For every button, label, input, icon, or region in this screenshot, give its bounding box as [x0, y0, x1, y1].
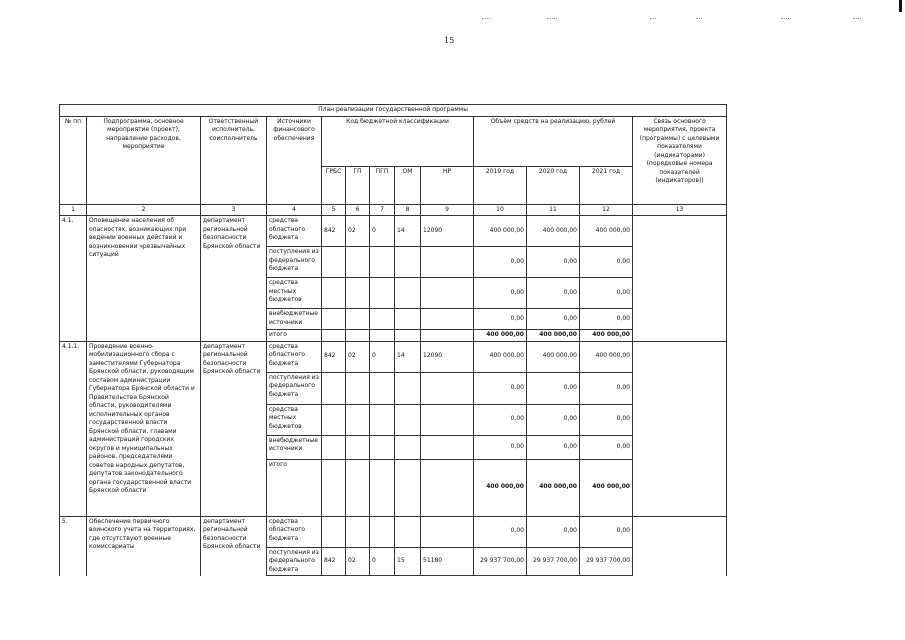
header-2019: 2019 год	[474, 166, 527, 204]
source-label: средства областного бюджета	[267, 216, 322, 247]
indicator-link	[633, 216, 727, 342]
source-label: внебюджетные источники	[267, 435, 322, 459]
col-number: 3	[201, 204, 267, 216]
col-number: 11	[527, 204, 580, 216]
value-2020: 0,00	[527, 247, 580, 278]
source-label: итого	[267, 330, 322, 342]
value-2019: 0,00	[474, 247, 527, 278]
col-number: 4	[267, 204, 322, 216]
col-number: 2	[87, 204, 201, 216]
row-name: Оповещение населения об опасностях, возникающих при ведении военных действий и возникновении чрезвычайных ситуаций	[87, 216, 201, 342]
row-executor: департамент региональной безопасности Брянской области	[201, 516, 267, 576]
col-number: 12	[580, 204, 633, 216]
header-link: Связь основного мероприятия, проекта (программы) с целевыми показателями (индикаторами) (порядковые номера показателей (индикаторов))	[633, 116, 727, 204]
value-2021: 0,00	[580, 372, 633, 404]
code-pgp: 0	[370, 547, 395, 576]
header-pgp: ПГП	[370, 166, 395, 204]
value-2019: 0,00	[474, 372, 527, 404]
header-sources: Источники финансового обеспечения	[267, 116, 322, 204]
row-name: Проведение военно-мобилизационного сбора с заместителями Губернатора Брянской области, руководящим составом администрации Губернатора Брянской области и Правительства Брянской области, руководителями исполнительных органов государственной власти Брянской области, главами администраций городских округов и муниципальных районов, председателями советов народных депутатов, депутатов законодательного органа государственной власти Брянской области	[87, 341, 201, 516]
source-label: внебюджетные источники	[267, 309, 322, 330]
code-np: 12090	[421, 216, 474, 247]
code-gp: 02	[346, 216, 370, 247]
source-label: поступления из федерального бюджета	[267, 372, 322, 404]
scan-dots	[482, 18, 490, 20]
code-om: 14	[395, 341, 421, 372]
indicator-link	[633, 516, 727, 576]
value-2021: 0,00	[580, 404, 633, 435]
row-name: Обеспечение первичного воинского учета на территориях, где отсутствуют военные комиссариаты	[87, 516, 201, 576]
value-2019: 0,00	[474, 516, 527, 547]
col-number: 6	[346, 204, 370, 216]
value-2021: 29 937 700,00	[580, 547, 633, 576]
source-label: итого	[267, 459, 322, 516]
col-number: 9	[421, 204, 474, 216]
row-executor: департамент региональной безопасности Брянской области	[201, 216, 267, 342]
code-grbs: 842	[322, 341, 346, 372]
value-2019: 0,00	[474, 435, 527, 459]
scan-dots	[650, 18, 656, 20]
col-number: 8	[395, 204, 421, 216]
scan-dots	[853, 18, 861, 20]
source-label: средства местных бюджетов	[267, 404, 322, 435]
code-pgp: 0	[370, 341, 395, 372]
value-2019: 29 937 700,00	[474, 547, 527, 576]
header-executor: Ответственный исполнитель, соисполнитель	[201, 116, 267, 204]
value-2019: 400 000,00	[474, 216, 527, 247]
value-2019: 0,00	[474, 278, 527, 309]
scan-dots	[781, 18, 791, 20]
value-2021: 0,00	[580, 516, 633, 547]
code-gp: 02	[346, 547, 370, 576]
value-2020: 0,00	[527, 309, 580, 330]
code-grbs: 842	[322, 547, 346, 576]
value-2020: 400 000,00	[527, 216, 580, 247]
table-caption: План реализации государственной программы	[60, 105, 727, 117]
value-2020: 0,00	[527, 435, 580, 459]
header-np: НР	[421, 166, 474, 204]
value-2020: 0,00	[527, 278, 580, 309]
scan-dots	[696, 18, 702, 20]
col-number: 5	[322, 204, 346, 216]
header-subprogram: Подпрограмма, основное мероприятие (проект), направление расходов, мероприятие	[87, 116, 201, 204]
code-grbs: 842	[322, 216, 346, 247]
col-number: 10	[474, 204, 527, 216]
row-executor: департамент региональной безопасности Брянской области	[201, 341, 267, 516]
code-np: 12090	[421, 341, 474, 372]
value-2021: 0,00	[580, 247, 633, 278]
value-2020: 400 000,00	[527, 341, 580, 372]
plan-table	[59, 104, 727, 576]
value-2020: 400 000,00	[527, 330, 580, 342]
code-gp: 02	[346, 341, 370, 372]
indicator-link	[633, 341, 727, 516]
value-2021: 400 000,00	[580, 341, 633, 372]
value-2019: 400 000,00	[474, 459, 527, 516]
value-2020: 0,00	[527, 404, 580, 435]
value-2019: 400 000,00	[474, 341, 527, 372]
col-number: 1	[60, 204, 87, 216]
page-number: 15	[444, 36, 455, 45]
value-2019: 0,00	[474, 404, 527, 435]
source-label: средства местных бюджетов	[267, 278, 322, 309]
scan-dots	[547, 18, 557, 20]
value-2020: 0,00	[527, 372, 580, 404]
header-2021: 2021 год	[580, 166, 633, 204]
source-label: поступления из федерального бюджета	[267, 547, 322, 576]
value-2020: 29 937 700,00	[527, 547, 580, 576]
header-gp: ГП	[346, 166, 370, 204]
source-label: средства областного бюджета	[267, 341, 322, 372]
source-label: средства областного бюджета	[267, 516, 322, 547]
code-om: 15	[395, 547, 421, 576]
row-number: 4.1.	[60, 216, 87, 342]
code-pgp: 0	[370, 216, 395, 247]
value-2021: 0,00	[580, 278, 633, 309]
col-number: 7	[370, 204, 395, 216]
value-2021: 400 000,00	[580, 216, 633, 247]
code-np: 51180	[421, 547, 474, 576]
code-om: 14	[395, 216, 421, 247]
value-2021: 400 000,00	[580, 330, 633, 342]
value-2021: 0,00	[580, 309, 633, 330]
header-no: № пп	[60, 116, 87, 204]
edge-mark	[899, 0, 902, 12]
header-grbs: ГРБС	[322, 166, 346, 204]
header-volume: Объём средств на реализацию, рублей	[474, 116, 633, 166]
row-number: 5.	[60, 516, 87, 576]
source-label: поступления из федерального бюджета	[267, 247, 322, 278]
value-2021: 400 000,00	[580, 459, 633, 516]
value-2019: 400 000,00	[474, 330, 527, 342]
row-number: 4.1.1.	[60, 341, 87, 516]
col-number: 13	[633, 204, 727, 216]
value-2021: 0,00	[580, 435, 633, 459]
header-budget-code: Код бюджетной классификации	[322, 116, 474, 166]
header-om: ОМ	[395, 166, 421, 204]
header-2020: 2020 год	[527, 166, 580, 204]
value-2019: 0,00	[474, 309, 527, 330]
value-2020: 0,00	[527, 516, 580, 547]
value-2020: 400 000,00	[527, 459, 580, 516]
